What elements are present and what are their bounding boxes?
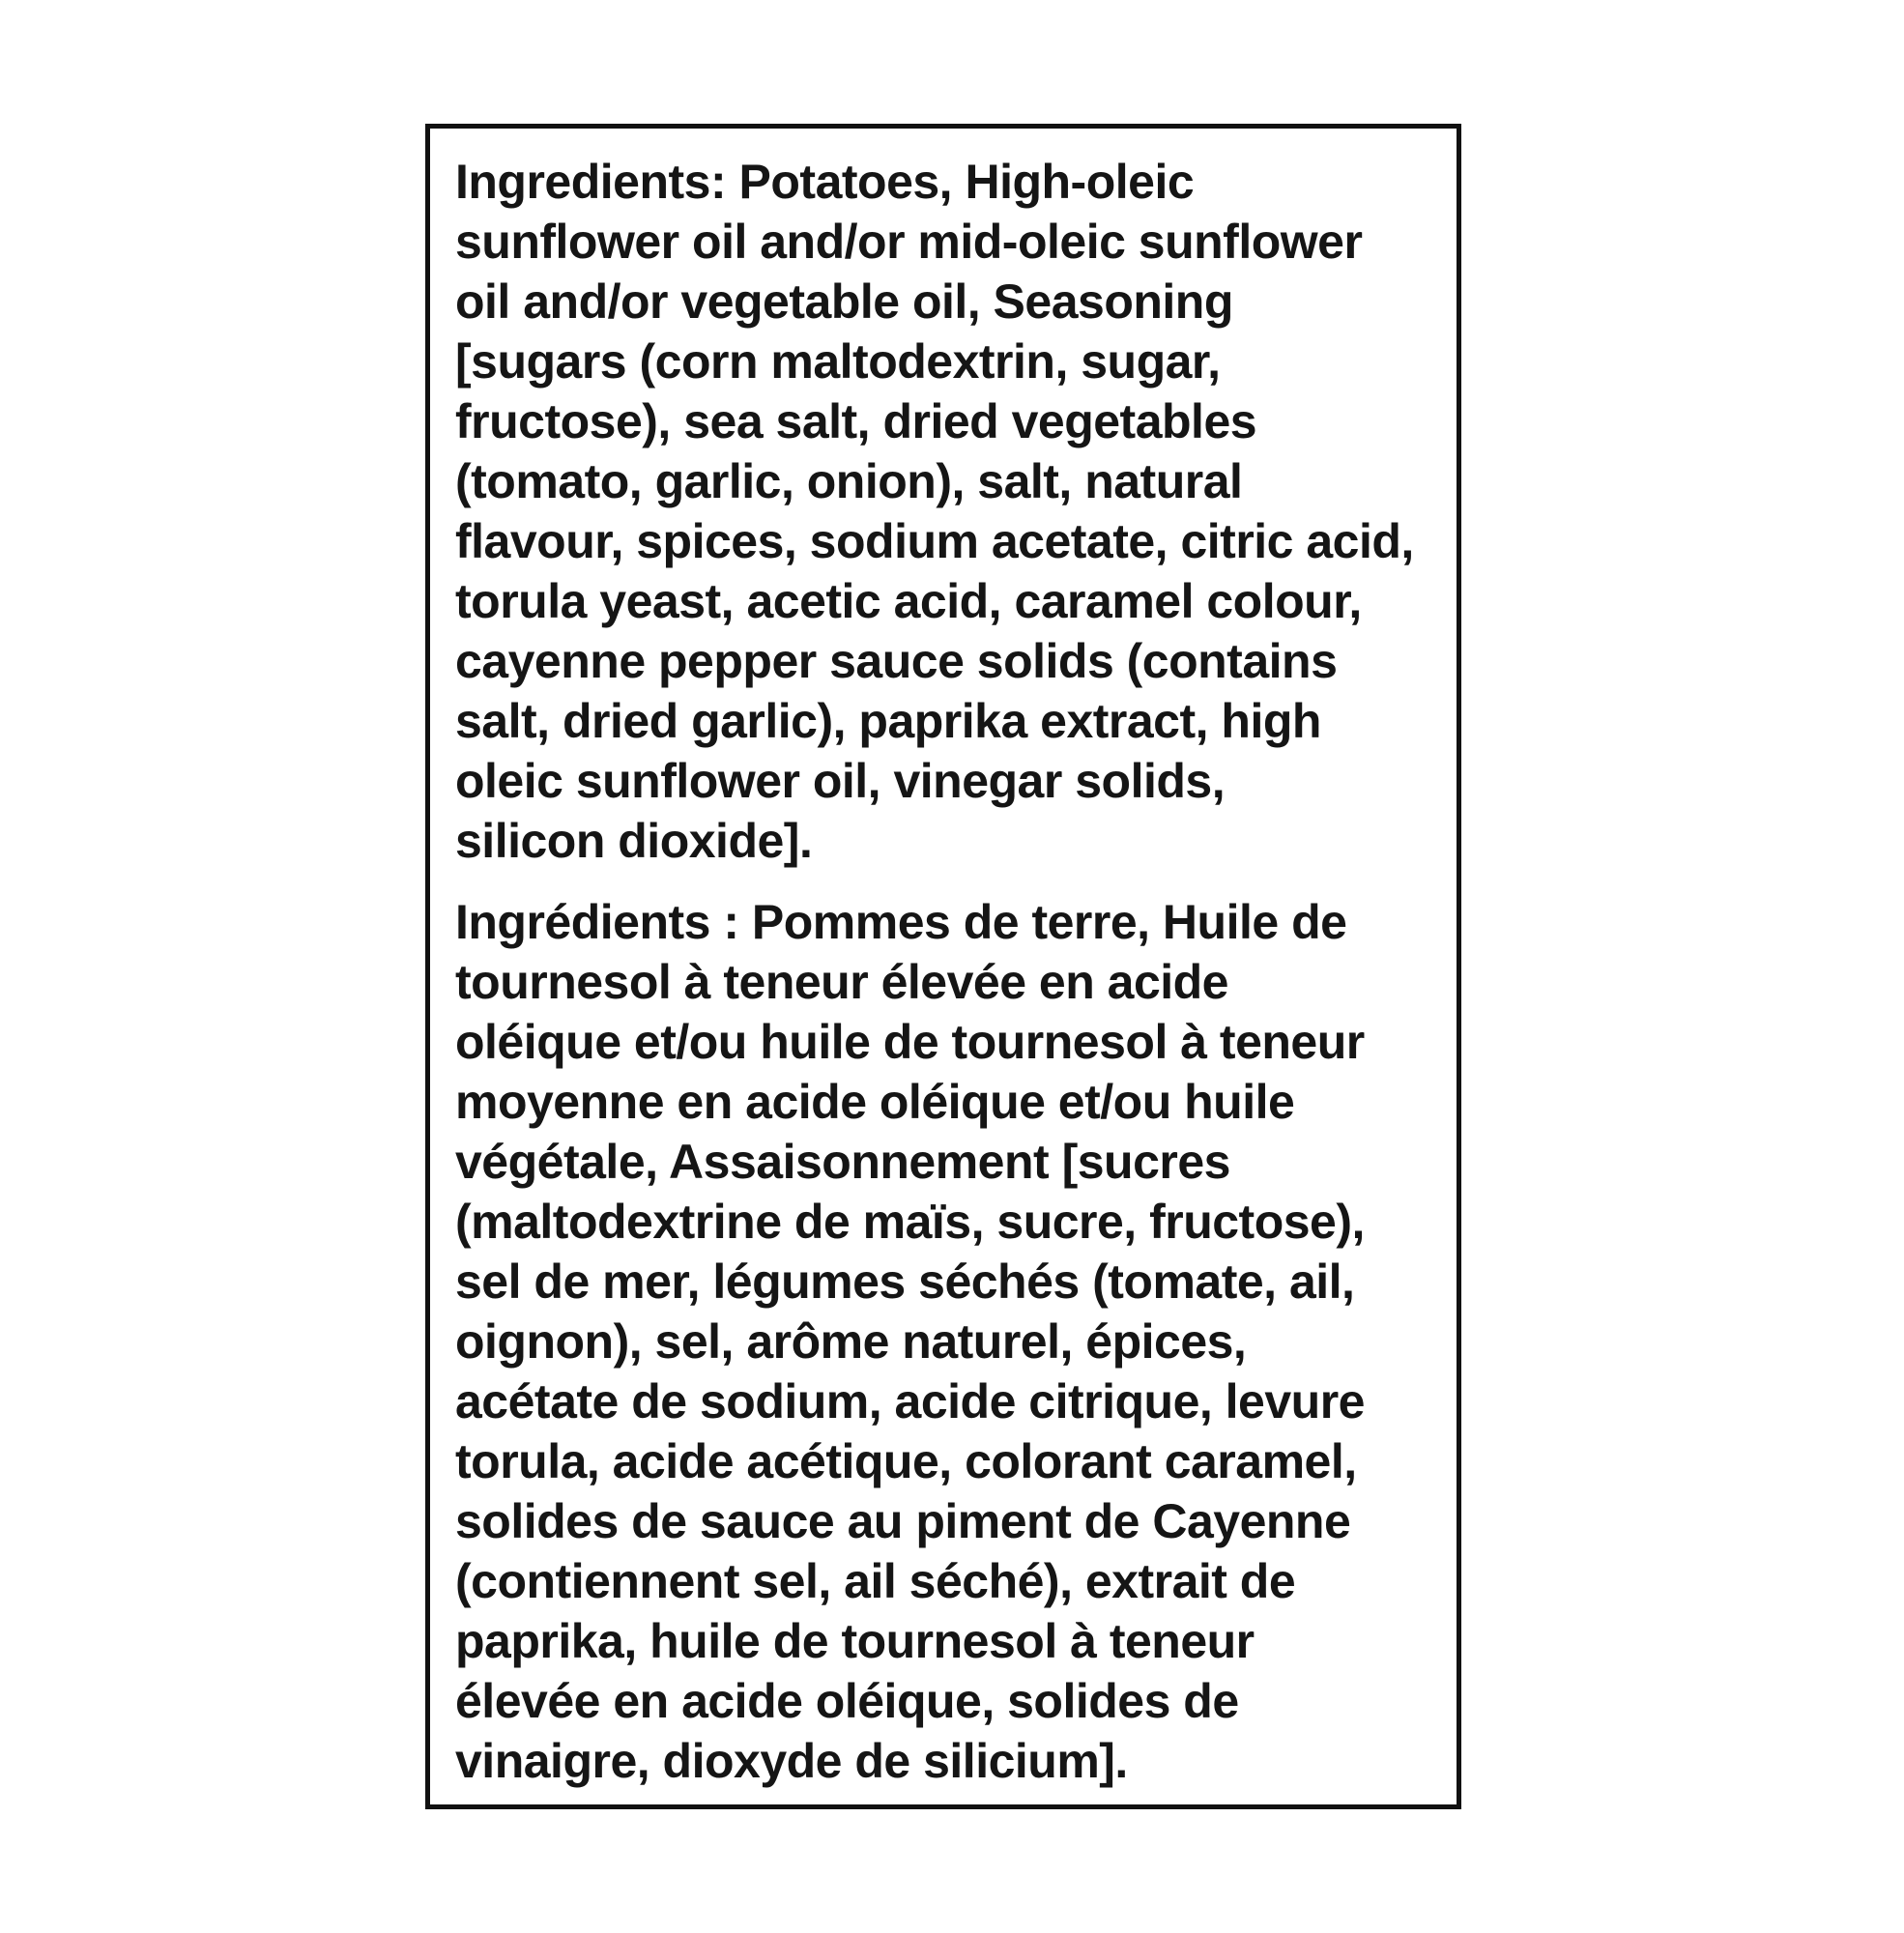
ingredients-french-line: oléique et/ou huile de tournesol à teneur	[455, 1015, 1365, 1069]
ingredients-french-line: acétate de sodium, acide citrique, levure	[455, 1374, 1365, 1428]
ingredients-french-line: vinaigre, dioxyde de silicium].	[455, 1734, 1128, 1788]
ingredients-english-line: oil and/or vegetable oil, Seasoning	[455, 274, 1233, 329]
ingredients-english-line: fructose), sea salt, dried vegetables	[455, 394, 1257, 448]
ingredients-english-line: sunflower oil and/or mid-oleic sunflower	[455, 215, 1363, 269]
ingredients-english-line: silicon dioxide].	[455, 814, 813, 868]
ingredients-french-line: paprika, huile de tournesol à teneur	[455, 1614, 1255, 1668]
ingredients-english-line: (tomato, garlic, onion), salt, natural	[455, 454, 1243, 508]
ingredients-french-line: (contiennent sel, ail séché), extrait de	[455, 1554, 1296, 1608]
ingredients-french	[455, 892, 1437, 1791]
ingredients-english-line: Ingredients: Potatoes, High-oleic	[455, 155, 1195, 209]
ingredients-french-line: élevée en acide oléique, solides de	[455, 1674, 1239, 1728]
ingredients-english-line: salt, dried garlic), paprika extract, high	[455, 694, 1321, 748]
ingredients-english	[455, 152, 1437, 871]
ingredients-french-line: végétale, Assaisonnement [sucres	[455, 1135, 1230, 1189]
ingredients-label-box	[425, 124, 1461, 1809]
ingredients-english-line: cayenne pepper sauce solids (contains	[455, 634, 1338, 688]
ingredients-french-line: sel de mer, légumes séchés (tomate, ail,	[455, 1255, 1355, 1309]
ingredients-french-line: moyenne en acide oléique et/ou huile	[455, 1075, 1295, 1129]
ingredients-english-line: torula yeast, acetic acid, caramel colour,	[455, 574, 1362, 628]
ingredients-english-line: flavour, spices, sodium acetate, citric acid,	[455, 514, 1414, 568]
ingredients-french-line: Ingrédients : Pommes de terre, Huile de	[455, 895, 1347, 949]
ingredients-english-line: oleic sunflower oil, vinegar solids,	[455, 754, 1226, 808]
ingredients-french-line: oignon), sel, arôme naturel, épices,	[455, 1314, 1247, 1369]
ingredients-french-line: tournesol à teneur élevée en acide	[455, 955, 1228, 1009]
ingredients-english-line: [sugars (corn maltodextrin, sugar,	[455, 334, 1221, 389]
ingredients-french-line: (maltodextrine de maïs, sucre, fructose),	[455, 1195, 1365, 1249]
ingredients-french-line: solides de sauce au piment de Cayenne	[455, 1494, 1351, 1548]
ingredients-french-line: torula, acide acétique, colorant caramel,	[455, 1434, 1357, 1488]
